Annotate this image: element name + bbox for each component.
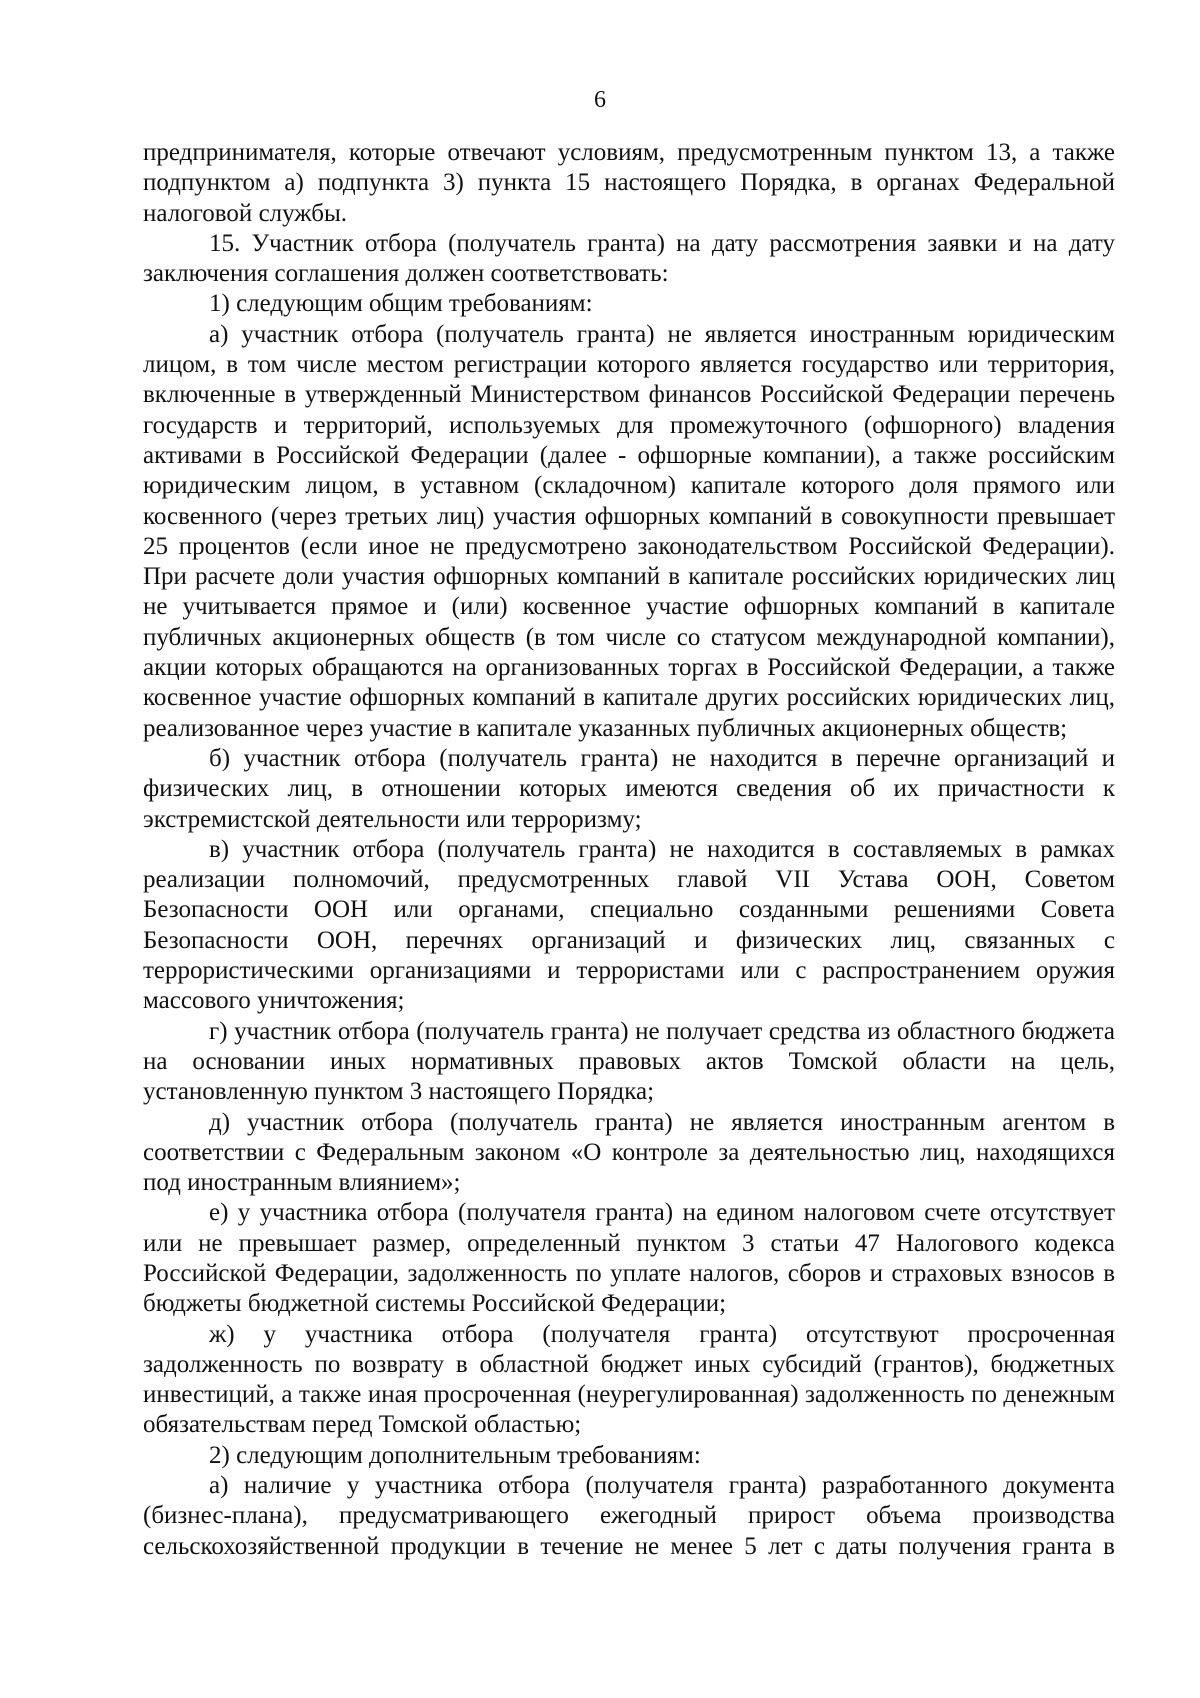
paragraph: 1) следующим общим требованиям: <box>209 290 593 318</box>
paragraph: б) участник отбора (получатель гранта) не находится в перечне организаций и физических лиц, в отношении которых имеются сведения об их причастности к экстремистской деятельности или терроризму; <box>143 744 1115 833</box>
paragraph: г) участник отбора (получатель гранта) не получает средства из областного бюджета на основании иных нормативных правовых актов Томской области на цель, установленную пунктом 3 настоящего Порядка; <box>143 1017 1115 1106</box>
paragraph: 15. Участник отбора (получатель гранта) на дату рассмотрения заявки и на дату заключения соглашения должен соответствовать: <box>143 229 1115 288</box>
paragraph: а) участник отбора (получатель гранта) не является иностранным юридическим лицом, в том числе местом регистрации которого является государство или территория, включенные в утвержденный Министерством финансов Российской Федерации перечень государств и территорий, используемых для промежуточного (офшорного) владения активами в Российской Федерации (далее - офшорные компании), а также российским юридическим лицом, в уставном (складочном) капитале которого доля прямого или косвенного (через третьих лиц) участия офшорных компаний в совокупности превышает 25 процентов (если иное не предусмотрено законодательством Российской Федерации). При расчете доли участия офшорных компаний в капитале российских юридических лиц не учитывается прямое и (или) косвенное участие офшорных компаний в капитале публичных акционерных обществ (в том числе со статусом международной компании), акции которых обращаются на организованных торгах в Российской Федерации, а также косвенное участие офшорных компаний в капитале других российских юридических лиц, реализованное через участие в капитале указанных публичных акционерных обществ; <box>143 320 1115 742</box>
page-number: 6 <box>594 87 606 113</box>
paragraph: предпринимателя, которые отвечают условиям, предусмотренным пунктом 13, а также подпунктом а) подпункта 3) пункта 15 настоящего Порядка, в органах Федеральной налоговой службы. <box>143 139 1115 227</box>
paragraph: е) у участника отбора (получателя гранта) на едином налоговом счете отсутствует или не превышает размер, определенный пунктом 3 статьи 47 Налогового кодекса Российской Федерации, задолженность по уплате налогов, сборов и страховых взносов в бюджеты бюджетной системы Российской Федерации; <box>143 1199 1115 1318</box>
paragraph: в) участник отбора (получатель гранта) не находится в составляемых в рамках реализации полномочий, предусмотренных главой VII Устава ООН, Советом Безопасности ООН или органами, специально созданными решениями Совета Безопасности ООН, перечнях организаций и физических лиц, связанных с террористическими организациями и террористами или с распространением оружия массового уничтожения; <box>143 835 1115 1015</box>
paragraph: а) наличие у участника отбора (получателя гранта) разработанного документа (бизнес-плана), предусматривающего ежегодный прирост объема производства сельскохозяйственной продукции в течение не менее 5 лет с даты получения гранта в <box>143 1472 1115 1560</box>
paragraph: 2) следующим дополнительным требованиям: <box>209 1441 701 1469</box>
paragraph: ж) у участника отбора (получателя гранта) отсутствуют просроченная задолженность по возврату в областной бюджет иных субсидий (грантов), бюджетных инвестиций, а также иная просроченная (неурегулированная) задолженность по денежным обязательствам перед Томской областью; <box>143 1320 1115 1439</box>
paragraph: д) участник отбора (получатель гранта) не является иностранным агентом в соответствии с Федеральным законом «О контроле за деятельностью лиц, находящихся под иностранным влиянием»; <box>143 1108 1115 1197</box>
document-body <box>143 138 1115 1562</box>
